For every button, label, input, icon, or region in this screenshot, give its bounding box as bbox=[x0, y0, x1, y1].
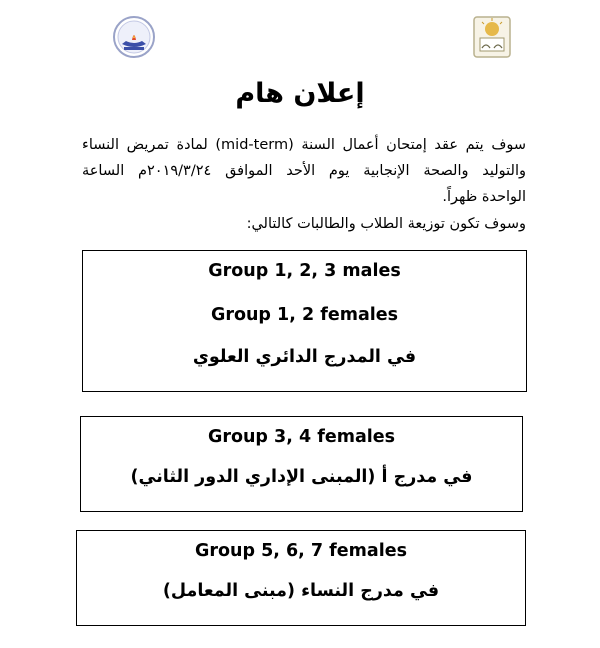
university-lamp-logo-icon bbox=[112, 14, 156, 60]
intro-line: الواحدة ظهراً. bbox=[442, 189, 526, 205]
group-label: Group 1, 2 females bbox=[210, 305, 399, 325]
announcement-title: إعلان هام bbox=[235, 78, 365, 109]
intro-line: سوف يتم عقد إمتحان أعمال السنة (mid-term) لمادة تمريض النساء bbox=[82, 137, 526, 153]
announcement-intro bbox=[82, 132, 526, 210]
intro-line: والتوليد والصحة الإنجابية يوم الأحد الموافق ٢٠١٩/٣/٢٤م الساعة bbox=[82, 163, 526, 179]
location-box bbox=[82, 250, 527, 392]
location-label: في مدرج النساء (مبنى المعامل) bbox=[162, 581, 440, 601]
assiut-university-logo-icon bbox=[470, 14, 514, 60]
location-box bbox=[76, 530, 526, 626]
location-label: في المدرج الدائري العلوي bbox=[192, 347, 417, 367]
group-label: Group 3, 4 females bbox=[207, 427, 396, 447]
group-label: Group 1, 2, 3 males bbox=[208, 261, 401, 281]
distribution-intro: وسوف تكون توزيعة الطلاب والطالبات كالتالي: bbox=[246, 216, 526, 232]
location-label: في مدرج أ (المبنى الإداري الدور الثاني) bbox=[130, 467, 473, 487]
group-label: Group 5, 6, 7 females bbox=[194, 541, 407, 561]
location-box bbox=[80, 416, 523, 512]
